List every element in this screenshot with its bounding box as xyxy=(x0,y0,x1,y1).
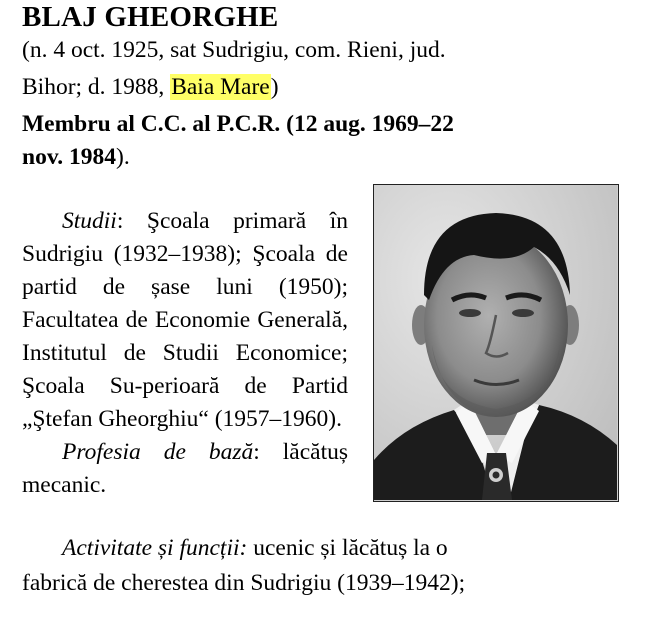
biography-column xyxy=(22,205,348,502)
birth-info-close: ) xyxy=(270,74,279,100)
highlighted-place: Baia Mare xyxy=(171,74,270,100)
activity-text-1: ucenic și lăcătuș la o xyxy=(247,535,448,561)
birth-info-line-2 xyxy=(22,73,279,101)
membership-line-1: Membru al C.C. al P.C.R. (12 aug. 1969–22 xyxy=(22,111,454,137)
membership-close: ). xyxy=(116,144,130,170)
activity-line-1 xyxy=(22,531,622,566)
profession-label: Profesia de bază xyxy=(62,439,254,465)
entry-name: BLAJ GHEORGHE xyxy=(22,1,279,33)
studies-label: Studii xyxy=(62,208,117,234)
studies-text: : Şcoala primară în Sudrigiu (1932–1938); Şcoala de partid de șase luni (1950); Facultatea de Economie Generală, Institutul de Studii Economice; Şcoala Su-perioară de Partid „Ştefan Gheorghiu“ (1957–1960). xyxy=(22,208,348,432)
portrait-photo xyxy=(373,184,619,502)
membership-end-date: nov. 1984 xyxy=(22,144,117,170)
profession-paragraph xyxy=(22,436,348,502)
activity-line-2: fabrică de cherestea din Sudrigiu (1939–1942); xyxy=(22,570,466,596)
profession-text: : lăcătuș mecanic. xyxy=(22,439,348,498)
birth-info-text: Bihor; d. 1988, xyxy=(22,74,171,100)
portrait-photo-icon xyxy=(374,185,617,500)
membership-line-2 xyxy=(22,143,130,171)
birth-info-line-1: (n. 4 oct. 1925, sat Sudrigiu, com. Rieni, jud. xyxy=(22,37,446,63)
activity-section xyxy=(22,531,622,601)
studies-paragraph xyxy=(22,205,348,436)
activity-label: Activitate și funcții: xyxy=(62,535,248,561)
